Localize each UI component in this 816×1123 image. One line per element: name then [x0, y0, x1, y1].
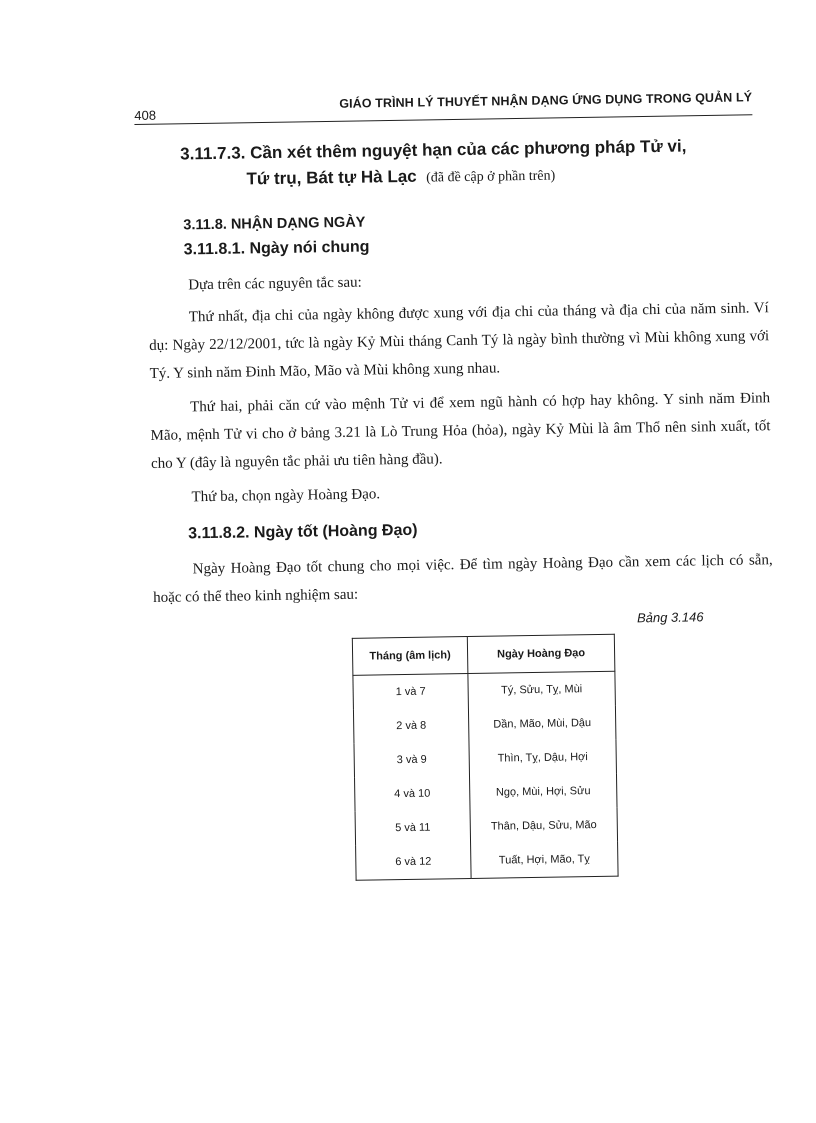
table-row — [354, 740, 617, 778]
table-cell-days: Tý, Sửu, Tỵ, Mùi — [468, 671, 616, 708]
table-row — [355, 808, 618, 846]
table-header-row — [352, 634, 615, 675]
paragraph-rule-1: Thứ nhất, địa chi của ngày không được xung với địa chi của tháng và địa chi của năm sinh. Ví dụ: Ngày 22/12/2001, tức là ngày Kỷ Mùi tháng Canh Tý là ngày bình thường vì Mùi không xung với Tý. Y sinh năm Đinh Mão, Mão và Mùi không xung nhau. — [149, 300, 770, 382]
heading-note: (đã đề cập ở phần trên) — [426, 168, 556, 186]
table-row — [353, 671, 616, 710]
heading-3-11-8: 3.11.8. NHẬN DẠNG NGÀY — [183, 214, 366, 234]
header-rule — [134, 114, 752, 125]
heading-3-11-7-3-line1: 3.11.7.3. Cần xét thêm nguyệt hạn của các phương pháp Tử vi, — [180, 136, 687, 164]
table-header-month: Tháng (âm lịch) — [352, 637, 468, 676]
table-cell-month: 1 và 7 — [353, 674, 469, 710]
table-header-days: Ngày Hoàng Đạo — [467, 634, 615, 673]
table-cell-days: Dần, Mão, Mùi, Dậu — [468, 706, 616, 742]
paragraph-intro: Dựa trên các nguyên tắc sau: — [188, 274, 362, 294]
page-content — [146, 132, 778, 884]
table-cell-days: Thân, Dậu, Sửu, Mão — [470, 808, 618, 844]
table-row — [355, 774, 618, 812]
table-cell-month: 2 và 8 — [353, 708, 469, 744]
paragraph-rule-2: Thứ hai, phải căn cứ vào mệnh Tử vi để xem ngũ hành có hợp hay không. Y sinh năm Đinh Mão, mệnh Tử vi cho ở bảng 3.21 là Lò Trung Hỏa (hỏa), ngày Kỷ Mùi là âm Thổ nên sinh xuất, tốt cho Y (đây là nguyên tắc phải ưu tiên hàng đầu). — [150, 390, 771, 472]
hoang-dao-table — [352, 634, 619, 881]
heading-3-11-7-3 — [180, 132, 767, 195]
table-cell-month: 4 và 10 — [355, 776, 471, 812]
paragraph-rule-3: Thứ ba, chọn ngày Hoàng Đạo. — [191, 486, 381, 506]
running-title: GIÁO TRÌNH LÝ THUYẾT NHẬN DẠNG ỨNG DỤNG TRONG QUẢN LÝ — [339, 90, 753, 111]
table-cell-days: Ngọ, Mùi, Hợi, Sửu — [469, 774, 617, 810]
table-row — [353, 706, 616, 744]
table-cell-month: 3 và 9 — [354, 742, 470, 778]
table-cell-days: Thìn, Tỵ, Dậu, Hợi — [469, 740, 617, 776]
paragraph-hoang-dao: Ngày Hoàng Đạo tốt chung cho mọi việc. Để tìm ngày Hoàng Đạo cần xem các lịch có sẵn, hoặc có thể theo kinh nghiệm sau: — [153, 552, 773, 606]
page-number: 408 — [134, 107, 157, 123]
heading-3-11-7-3-line2: Tứ trụ, Bát tự Hà Lạc — [246, 166, 417, 189]
table-row — [356, 842, 619, 881]
page-header — [134, 86, 752, 126]
table-cell-days: Tuất, Hợi, Mão, Tỵ — [471, 842, 619, 879]
heading-3-11-8-1: 3.11.8.1. Ngày nói chung — [183, 238, 370, 259]
heading-3-11-8-2: 3.11.8.2. Ngày tốt (Hoàng Đạo) — [188, 521, 418, 543]
table-caption: Bảng 3.146 — [636, 609, 704, 626]
table-cell-month: 6 và 12 — [356, 844, 472, 880]
table-cell-month: 5 và 11 — [355, 810, 471, 846]
